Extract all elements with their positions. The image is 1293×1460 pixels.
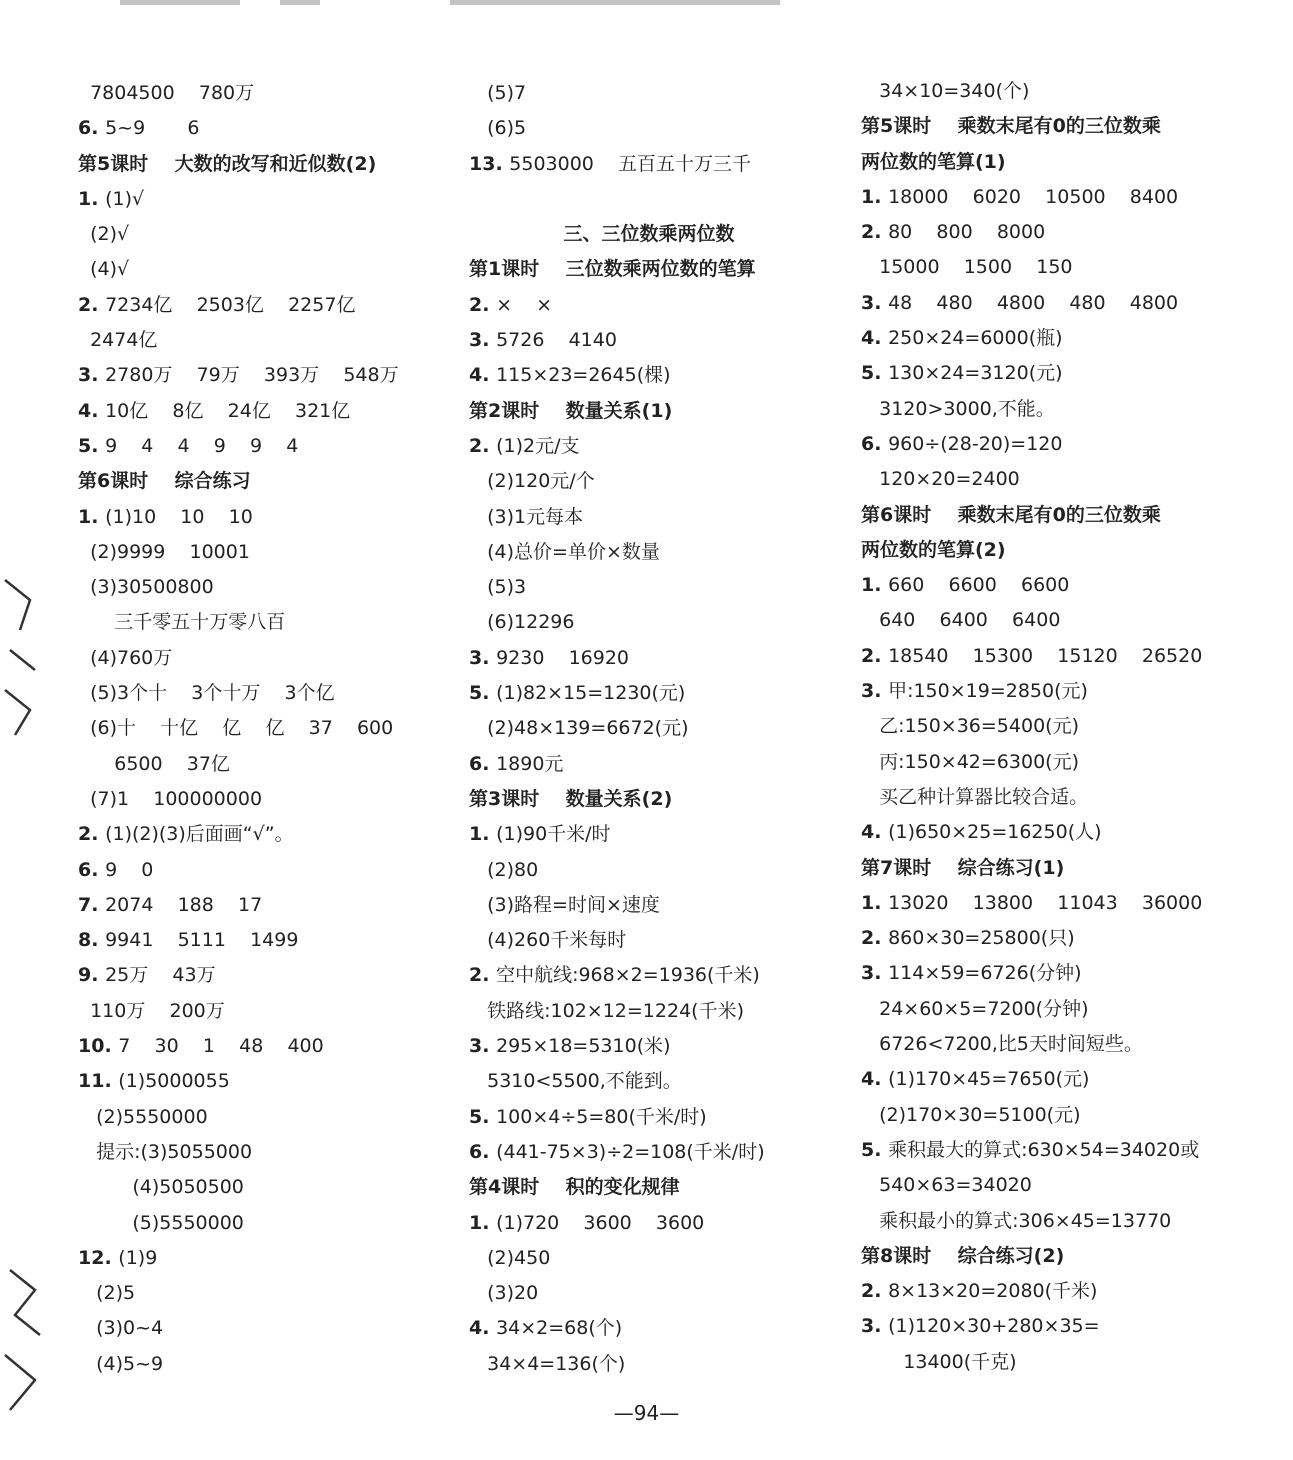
answer-text: 960÷(28-20)=120 — [888, 432, 1063, 455]
answer-line — [861, 392, 1221, 427]
answer-line — [861, 250, 1221, 285]
answer-text: 15000 1500 150 — [861, 256, 1073, 279]
answer-line — [469, 1064, 829, 1099]
answer-line — [78, 958, 438, 993]
answer-text: 18540 15300 15120 26520 — [888, 644, 1203, 667]
answer-text: 6726<7200,比5天时间短些。 — [861, 1033, 1143, 1056]
answer-line — [469, 535, 829, 570]
answer-line — [78, 1064, 438, 1099]
answer-line — [469, 923, 829, 958]
question-number: 1. — [78, 187, 106, 210]
answer-line — [78, 1241, 438, 1276]
answer-line — [861, 215, 1221, 250]
lesson-heading: 第8课时 综合练习(2) — [861, 1244, 1065, 1267]
answer-line — [78, 1276, 438, 1311]
lesson-heading: 两位数的笔算(1) — [861, 150, 1006, 173]
answer-line — [861, 321, 1221, 356]
answer-text: 660 6600 6600 — [888, 574, 1070, 597]
answer-line — [78, 994, 438, 1029]
answer-line — [78, 1029, 438, 1064]
answer-text: (1)(2)(3)后面画“√”。 — [105, 823, 294, 846]
question-number: 3. — [861, 1315, 889, 1338]
answer-line — [861, 427, 1221, 462]
answer-text: (1)82×15=1230(元) — [496, 682, 686, 705]
section-title: 三、三位数乘两位数 — [563, 223, 735, 246]
answer-line — [469, 500, 829, 535]
answer-text: (4)260千米每时 — [469, 929, 627, 952]
answer-text: (3)20 — [469, 1282, 539, 1305]
answer-text: 乘积最小的算式:306×45=13770 — [861, 1209, 1172, 1232]
answer-text: 110万 200万 — [78, 999, 225, 1022]
answer-line — [861, 1309, 1221, 1344]
answer-line — [78, 1311, 438, 1346]
answer-line — [861, 462, 1221, 497]
question-number: 1. — [78, 505, 106, 528]
answer-line — [78, 605, 438, 640]
answer-line — [469, 358, 829, 393]
answer-line — [469, 1276, 829, 1311]
answer-line — [78, 182, 438, 217]
answer-text: 100×4÷5=80(千米/时) — [496, 1105, 707, 1128]
answer-text: (1)10 10 10 — [105, 505, 253, 528]
answer-line — [861, 780, 1221, 815]
question-number: 4. — [861, 821, 889, 844]
answer-line — [861, 1168, 1221, 1203]
answer-line — [78, 288, 438, 323]
answer-text: (441-75×3)÷2=108(千米/时) — [496, 1140, 765, 1163]
answer-text: (1)650×25=16250(人) — [888, 821, 1102, 844]
answer-line — [469, 1135, 829, 1170]
answer-text: 18000 6020 10500 8400 — [888, 185, 1179, 208]
question-number: 12. — [78, 1246, 119, 1269]
answer-line — [469, 429, 829, 464]
answer-text: (5)7 — [469, 82, 527, 104]
answer-text: (2)9999 10001 — [78, 540, 250, 563]
answer-line — [861, 745, 1221, 780]
answer-text: 34×4=136(个) — [469, 1352, 626, 1375]
answer-text: 80 800 8000 — [888, 221, 1046, 244]
answer-line — [469, 111, 829, 146]
answer-line — [469, 711, 829, 746]
answer-text: (5)3个十 3个十万 3个亿 — [78, 682, 335, 705]
answer-line — [469, 464, 829, 499]
question-number: 8. — [78, 929, 106, 952]
question-number: 7. — [78, 893, 106, 916]
question-number: 5. — [861, 362, 889, 385]
answer-line — [861, 180, 1221, 215]
answer-line — [78, 747, 438, 782]
question-number: 3. — [861, 680, 889, 703]
answer-text: (1)120×30+280×35= — [888, 1315, 1100, 1338]
answer-text: (3)路程=时间×速度 — [469, 893, 660, 916]
answer-line — [469, 76, 829, 111]
answer-line — [78, 1170, 438, 1205]
answer-text: 860×30=25800(只) — [888, 927, 1075, 950]
answer-text: 9 4 4 9 9 4 — [105, 434, 299, 457]
answer-line — [78, 394, 438, 429]
question-number: 1. — [861, 574, 889, 597]
answer-text: (5)5550000 — [78, 1211, 244, 1234]
answer-text: 34×10=340(个) — [861, 80, 1030, 102]
answer-line — [469, 570, 829, 605]
question-number: 1. — [469, 1211, 497, 1234]
answer-line — [78, 535, 438, 570]
answer-line — [78, 570, 438, 605]
question-number: 2. — [78, 823, 106, 846]
question-number: 5. — [469, 1105, 497, 1128]
page-number: —94— — [613, 1401, 680, 1425]
answer-text: 1890元 — [496, 752, 564, 775]
answer-text: (4)总价=单价×数量 — [469, 540, 660, 563]
answer-line — [469, 1206, 829, 1241]
answer-text: 7804500 780万 — [78, 82, 255, 104]
answer-text: 13020 13800 11043 36000 — [888, 891, 1203, 914]
question-number: 2. — [78, 293, 106, 316]
answer-text: (6)12296 — [469, 611, 575, 634]
answer-text: 5503000 五百五十万三千 — [509, 152, 752, 175]
answer-text: (2)5 — [78, 1282, 136, 1305]
answer-text: 6500 37亿 — [78, 752, 230, 775]
answer-text: (2)√ — [78, 223, 130, 246]
answer-text: 7 30 1 48 400 — [118, 1035, 324, 1058]
answer-text: 5~9 6 — [105, 117, 200, 140]
answer-text: 5726 4140 — [496, 329, 617, 352]
answer-line — [78, 1206, 438, 1241]
answer-text: (7)1 100000000 — [78, 787, 263, 810]
answer-line — [861, 1204, 1221, 1239]
answer-column-1 — [78, 76, 438, 1382]
answer-line — [78, 217, 438, 252]
answer-text: 2780万 79万 393万 548万 — [105, 364, 399, 387]
question-number: 3. — [861, 291, 889, 314]
answer-line — [78, 853, 438, 888]
answer-line — [469, 994, 829, 1029]
answer-text: (3)1元每本 — [469, 505, 584, 528]
answer-line — [469, 1241, 829, 1276]
answer-text: 甲:150×19=2850(元) — [888, 680, 1088, 703]
answer-line — [861, 1345, 1221, 1380]
answer-line — [469, 147, 829, 182]
answer-text: 34×2=68(个) — [496, 1317, 623, 1340]
answer-text: (4)760万 — [78, 646, 173, 669]
answer-text: 空中航线:968×2=1936(千米) — [496, 964, 760, 987]
answer-line — [861, 674, 1221, 709]
answer-text: 三千零五十万零八百 — [78, 611, 286, 634]
answer-text: 铁路线:102×12=1224(千米) — [469, 999, 744, 1022]
answer-line — [469, 323, 829, 358]
answer-text: 3120>3000,不能。 — [861, 397, 1055, 420]
answer-line — [78, 1100, 438, 1135]
answer-text: 120×20=2400 — [861, 468, 1020, 491]
answer-line — [78, 711, 438, 746]
question-number: 2. — [861, 221, 889, 244]
answer-line — [469, 641, 829, 676]
question-number: 2. — [469, 964, 497, 987]
answer-text: (5)3 — [469, 576, 527, 599]
answer-text: 乙:150×36=5400(元) — [861, 715, 1079, 738]
answer-line — [861, 1133, 1221, 1168]
answer-line — [78, 782, 438, 817]
question-number: 6. — [861, 432, 889, 455]
lesson-heading: 第1课时 三位数乘两位数的笔算 — [469, 258, 756, 281]
margin-handwriting-mark — [0, 560, 40, 740]
answer-text: (2)120元/个 — [469, 470, 595, 493]
answer-text: 提示:(3)5055000 — [78, 1140, 253, 1163]
question-number: 2. — [861, 644, 889, 667]
answer-text: 25万 43万 — [105, 964, 216, 987]
question-number: 6. — [78, 858, 106, 881]
answer-line — [861, 709, 1221, 744]
question-number: 4. — [469, 364, 497, 387]
question-number: 3. — [469, 1035, 497, 1058]
answer-text: (2)450 — [469, 1246, 551, 1269]
answer-line — [78, 76, 438, 111]
question-number: 2. — [861, 927, 889, 950]
answer-line — [78, 252, 438, 287]
answer-line — [78, 323, 438, 358]
lesson-heading: 两位数的笔算(2) — [861, 538, 1006, 561]
answer-line — [861, 1098, 1221, 1133]
answer-text: (3)0~4 — [78, 1317, 164, 1340]
answer-text: (3)30500800 — [78, 576, 214, 599]
answer-line — [78, 429, 438, 464]
question-number: 2. — [861, 1280, 889, 1303]
question-number: 5. — [861, 1138, 889, 1161]
answer-text: 乘积最大的算式:630×54=34020或 — [888, 1138, 1200, 1161]
answer-text: 9230 16920 — [496, 646, 630, 669]
answer-text: (1)√ — [105, 187, 145, 210]
answer-text: (6)5 — [469, 117, 527, 140]
answer-text: (2)48×139=6672(元) — [469, 717, 689, 740]
answer-text: (1)2元/支 — [496, 434, 580, 457]
answer-text: 24×60×5=7200(分钟) — [861, 997, 1089, 1020]
answer-line — [78, 641, 438, 676]
answer-line — [469, 888, 829, 923]
answer-text: 买乙种计算器比较合适。 — [861, 785, 1089, 808]
answer-text: (4)√ — [78, 258, 130, 281]
answer-line — [861, 286, 1221, 321]
answer-text: (4)5050500 — [78, 1176, 244, 1199]
blank-line — [469, 182, 829, 217]
answer-line — [469, 1100, 829, 1135]
question-number: 3. — [469, 329, 497, 352]
answer-line — [469, 958, 829, 993]
answer-line — [469, 1029, 829, 1064]
lesson-heading: 第6课时 乘数末尾有0的三位数乘 — [861, 503, 1161, 526]
question-number: 1. — [861, 891, 889, 914]
answer-line — [861, 921, 1221, 956]
answer-text: (2)5550000 — [78, 1105, 208, 1128]
question-number: 11. — [78, 1070, 119, 1093]
answer-line — [861, 639, 1221, 674]
top-scan-strip — [120, 0, 780, 6]
answer-text: 10亿 8亿 24亿 321亿 — [105, 399, 351, 422]
answer-line — [78, 888, 438, 923]
answer-text: 114×59=6726(分钟) — [888, 962, 1082, 985]
question-number: 6. — [78, 117, 106, 140]
answer-line — [469, 1347, 829, 1382]
answer-text: 2474亿 — [78, 329, 158, 352]
answer-line — [861, 568, 1221, 603]
answer-line — [861, 1274, 1221, 1309]
answer-text: (1)170×45=7650(元) — [888, 1068, 1090, 1091]
question-number: 6. — [469, 752, 497, 775]
answer-text: (2)170×30=5100(元) — [861, 1103, 1081, 1126]
question-number: 4. — [78, 399, 106, 422]
answer-text: 640 6400 6400 — [861, 609, 1061, 632]
answer-text: 8×13×20=2080(千米) — [888, 1280, 1098, 1303]
question-number: 1. — [861, 185, 889, 208]
question-number: 4. — [469, 1317, 497, 1340]
answer-line — [861, 1062, 1221, 1097]
answer-line — [78, 358, 438, 393]
answer-line — [469, 605, 829, 640]
answer-text: 130×24=3120(元) — [888, 362, 1063, 385]
answer-line — [861, 1027, 1221, 1062]
answer-line — [78, 676, 438, 711]
answer-line — [469, 853, 829, 888]
question-number: 5. — [78, 434, 106, 457]
answer-text: (1)5000055 — [118, 1070, 230, 1093]
answer-line — [78, 500, 438, 535]
answer-text: (6)十 十亿 亿 亿 37 600 — [78, 717, 394, 740]
answer-text: (1)90千米/时 — [496, 823, 611, 846]
answer-line — [861, 603, 1221, 638]
answer-line — [861, 74, 1221, 109]
lesson-heading: 第5课时 乘数末尾有0的三位数乘 — [861, 115, 1161, 138]
question-number: 3. — [861, 962, 889, 985]
answer-line — [469, 288, 829, 323]
answer-line — [861, 886, 1221, 921]
answer-text: 2074 188 17 — [105, 893, 263, 916]
answer-text: 5310<5500,不能到。 — [469, 1070, 682, 1093]
answer-text: (1)720 3600 3600 — [496, 1211, 705, 1234]
answer-line — [469, 1311, 829, 1346]
answer-text: 9 0 — [105, 858, 154, 881]
question-number: 6. — [469, 1140, 497, 1163]
lesson-heading: 第4课时 积的变化规律 — [469, 1176, 680, 1199]
answer-column-3 — [861, 74, 1221, 1380]
answer-line — [469, 747, 829, 782]
answer-column-2 — [469, 76, 829, 1382]
answer-text: 9941 5111 1499 — [105, 929, 299, 952]
question-number: 3. — [78, 364, 106, 387]
question-number: 1. — [469, 823, 497, 846]
answer-line — [78, 923, 438, 958]
answer-line — [78, 1347, 438, 1382]
answer-text: 250×24=6000(瓶) — [888, 327, 1063, 350]
answer-text: 丙:150×42=6300(元) — [861, 750, 1079, 773]
question-number: 2. — [469, 293, 497, 316]
answer-text: 540×63=34020 — [861, 1174, 1032, 1197]
lesson-heading: 第3课时 数量关系(2) — [469, 787, 673, 810]
question-number: 10. — [78, 1035, 119, 1058]
answer-text: 115×23=2645(棵) — [496, 364, 671, 387]
answer-line — [469, 676, 829, 711]
answer-text: (4)5~9 — [78, 1352, 164, 1375]
answer-line — [861, 992, 1221, 1027]
question-number: 5. — [469, 682, 497, 705]
answer-line — [861, 815, 1221, 850]
answer-text: × × — [496, 293, 553, 316]
answer-line — [861, 356, 1221, 391]
question-number: 2. — [469, 434, 497, 457]
answer-line — [78, 111, 438, 146]
answer-text: 295×18=5310(米) — [496, 1035, 671, 1058]
lesson-heading: 第6课时 综合练习 — [78, 470, 251, 493]
answer-text: 13400(千克) — [861, 1350, 1017, 1373]
answer-line — [861, 956, 1221, 991]
question-number: 9. — [78, 964, 106, 987]
question-number: 4. — [861, 1068, 889, 1091]
answer-text: (2)80 — [469, 858, 539, 881]
answer-line — [78, 817, 438, 852]
question-number: 4. — [861, 327, 889, 350]
question-number: 13. — [469, 152, 510, 175]
answer-line — [469, 817, 829, 852]
lesson-heading: 第7课时 综合练习(1) — [861, 856, 1065, 879]
lesson-heading: 第2课时 数量关系(1) — [469, 399, 673, 422]
question-number: 3. — [469, 646, 497, 669]
answer-text: 48 480 4800 480 4800 — [888, 291, 1179, 314]
answer-text: 7234亿 2503亿 2257亿 — [105, 293, 356, 316]
answer-text: (1)9 — [118, 1246, 158, 1269]
answer-line — [78, 1135, 438, 1170]
lesson-heading: 第5课时 大数的改写和近似数(2) — [78, 152, 377, 175]
